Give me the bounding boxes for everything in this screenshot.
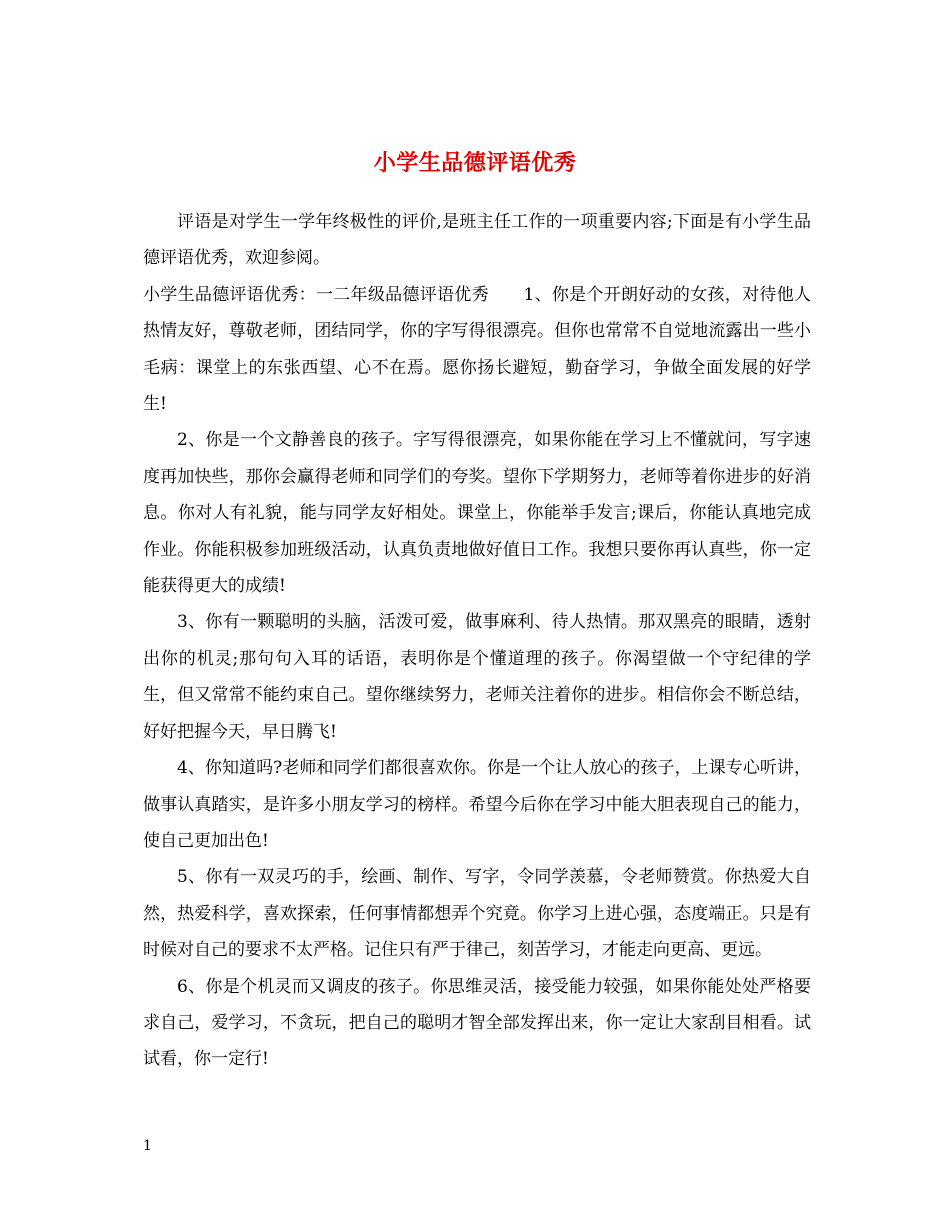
paragraph-5: 5、你有一双灵巧的手，绘画、制作、写字，令同学羡慕，令老师赞赏。你热爱大自然，热爱科学，喜欢探索，任何事情都想弄个究竟。你学习上进心强，态度端正。只是有时候对自己的要求不太严格。记住只有严于律己，刻苦学习，才能走向更高、更远。 [143,867,811,961]
paragraph-1: 小学生品德评语优秀：一二年级品德评语优秀 1、你是个开朗好动的女孩，对待他人热情友好，尊敬老师，团结同学，你的字写得很漂亮。但你也常常不自觉地流露出一些小毛病：课堂上的东张西望、心不在焉。愿你扬长避短，勤奋学习，争做全面发展的好学生! [143,284,811,415]
paragraph-3: 3、你有一颗聪明的头脑，活泼可爱，做事麻利、待人热情。那双黑亮的眼睛，透射出你的机灵;那句句入耳的话语，表明你是个懂道理的孩子。你渴望做一个守纪律的学生，但又常常不能约束自己。望你继续努力，老师关注着你的进步。相信你会不断总结，好好把握今天，早日腾飞! [143,612,811,742]
paragraph-4: 4、你知道吗?老师和同学们都很喜欢你。你是一个让人放心的孩子，上课专心听讲，做事认真踏实，是许多小朋友学习的榜样。希望今后你在学习中能大胆表现自己的能力，使自己更加出色! [143,758,811,851]
document-body [143,204,811,1078]
paragraph-intro: 评语是对学生一学年终极性的评价,是班主任工作的一项重要内容;下面是有小学生品德评语优秀，欢迎参阅。 [143,212,811,269]
document-title: 小学生品德评语优秀 [373,149,577,176]
page-number: 1 [143,1138,152,1154]
paragraph-6: 6、你是个机灵而又调皮的孩子。你思维灵活，接受能力较强，如果你能处处严格要求自己，爱学习，不贪玩，把自己的聪明才智全部发挥出来，你一定让大家刮目相看。试试看，你一定行! [143,976,811,1070]
paragraph-2: 2、你是一个文静善良的孩子。字写得很漂亮，如果你能在学习上不懂就问，写字速度再加快些，那你会赢得老师和同学们的夸奖。望你下学期努力，老师等着你进步的好消息。你对人有礼貌，能与同学友好相处。课堂上，你能举手发言;课后，你能认真地完成作业。你能积极参加班级活动，认真负责地做好值日工作。我想只要你再认真些，你一定能获得更大的成绩! [143,430,811,597]
